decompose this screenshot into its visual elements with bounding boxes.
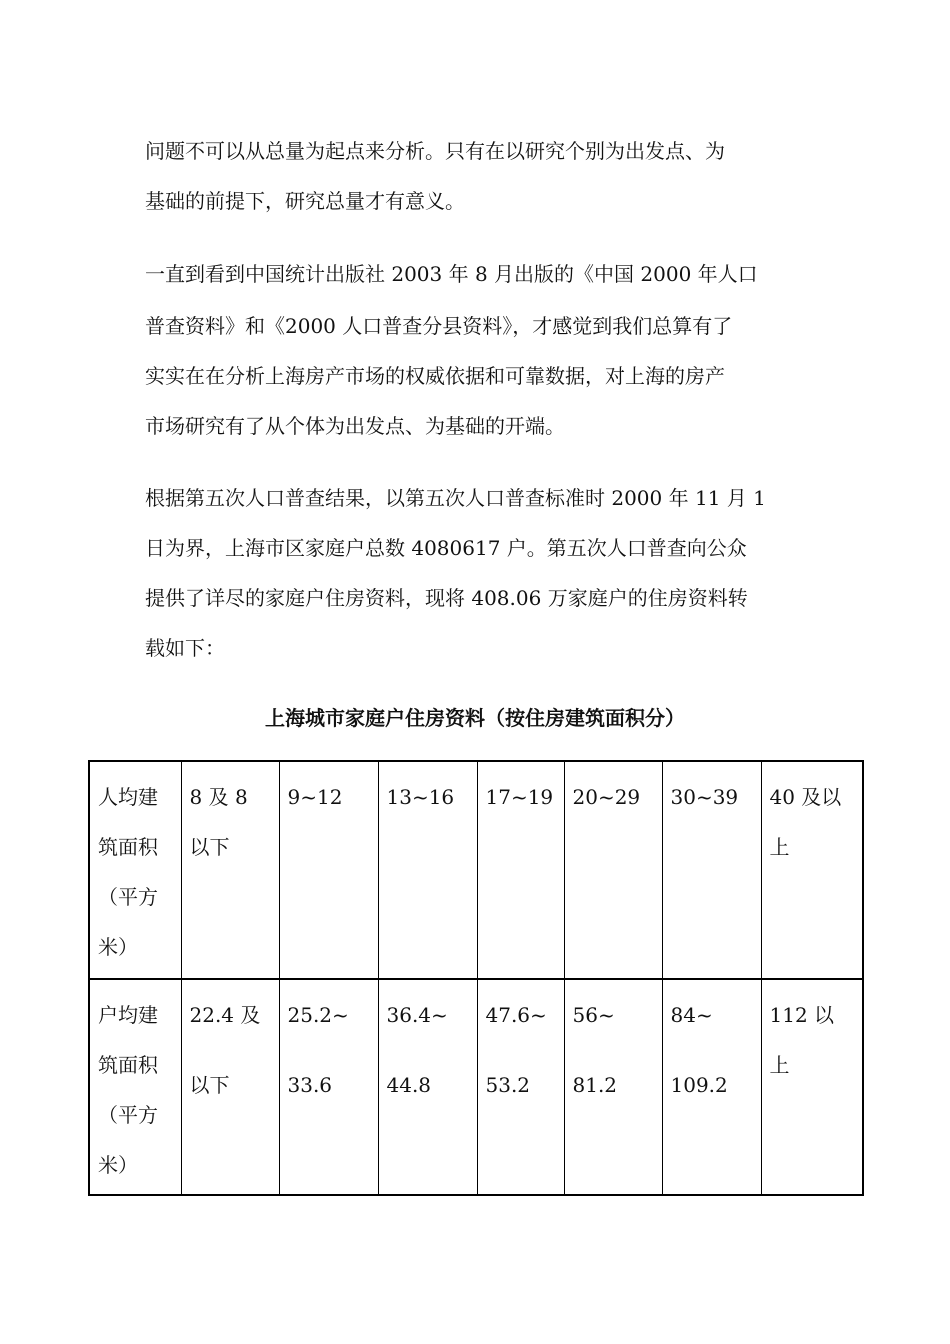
text-line: 日为界，上海市区家庭户总数 4080617 户。第五次人口普查向公众 bbox=[145, 536, 747, 560]
cell-line: 56~ bbox=[572, 1003, 615, 1027]
cell-line: 47.6~ bbox=[485, 1003, 547, 1027]
text-line: 一直到看到中国统计出版社 2003 年 8 月出版的《中国 2000 年人口 bbox=[145, 262, 758, 286]
cell-line: 25.2~ bbox=[287, 1003, 349, 1027]
table-cell bbox=[662, 979, 761, 1195]
table-cell: 20~29 bbox=[564, 761, 662, 979]
table-cell: 13~16 bbox=[378, 761, 477, 979]
text-line: 问题不可以从总量为起点来分析。只有在以研究个别为出发点、为 bbox=[145, 139, 725, 163]
table-cell bbox=[181, 979, 279, 1195]
table-cell bbox=[564, 979, 662, 1195]
text-line: 实实在在分析上海房产市场的权威依据和可靠数据，对上海的房产 bbox=[145, 364, 725, 388]
row-header-per-capita: 人均建筑面积（平方米） bbox=[89, 761, 181, 979]
table-cell bbox=[279, 979, 378, 1195]
table-cell: 8 及 8 以下 bbox=[181, 761, 279, 979]
table-cell bbox=[378, 979, 477, 1195]
cell-line: 109.2 bbox=[670, 1073, 728, 1097]
cell-line: 84~ bbox=[670, 1003, 713, 1027]
text-line: 载如下： bbox=[145, 636, 225, 660]
cell-line: 22.4 及 bbox=[189, 1003, 261, 1027]
table-title: 上海城市家庭户住房资料（按住房建筑面积分） bbox=[265, 706, 685, 730]
text-line: 基础的前提下，研究总量才有意义。 bbox=[145, 189, 465, 213]
cell-line: 33.6 bbox=[287, 1073, 333, 1097]
text-line: 根据第五次人口普查结果，以第五次人口普查标准时 2000 年 11 月 1 bbox=[145, 486, 766, 510]
row-header-per-household: 户均建筑面积（平方米） bbox=[89, 979, 181, 1195]
table-cell bbox=[477, 979, 564, 1195]
table-cell: 30~39 bbox=[662, 761, 761, 979]
table-cell: 17~19 bbox=[477, 761, 564, 979]
cell-line: 81.2 bbox=[572, 1073, 618, 1097]
cell-line: 53.2 bbox=[485, 1073, 531, 1097]
table-row bbox=[89, 761, 863, 979]
cell-line: 44.8 bbox=[386, 1073, 432, 1097]
table-cell: 9~12 bbox=[279, 761, 378, 979]
housing-area-table bbox=[88, 760, 864, 1196]
cell-line: 以下 bbox=[189, 1073, 230, 1097]
text-line: 提供了详尽的家庭户住房资料，现将 408.06 万家庭户的住房资料转 bbox=[145, 586, 748, 610]
text-line: 市场研究有了从个体为出发点、为基础的开端。 bbox=[145, 414, 565, 438]
table-cell: 40 及以上 bbox=[761, 761, 863, 979]
table-row bbox=[89, 979, 863, 1195]
cell-line: 36.4~ bbox=[386, 1003, 448, 1027]
table-cell: 112 以上 bbox=[761, 979, 863, 1195]
text-line: 普查资料》和《2000 人口普查分县资料》，才感觉到我们总算有了 bbox=[145, 314, 733, 338]
